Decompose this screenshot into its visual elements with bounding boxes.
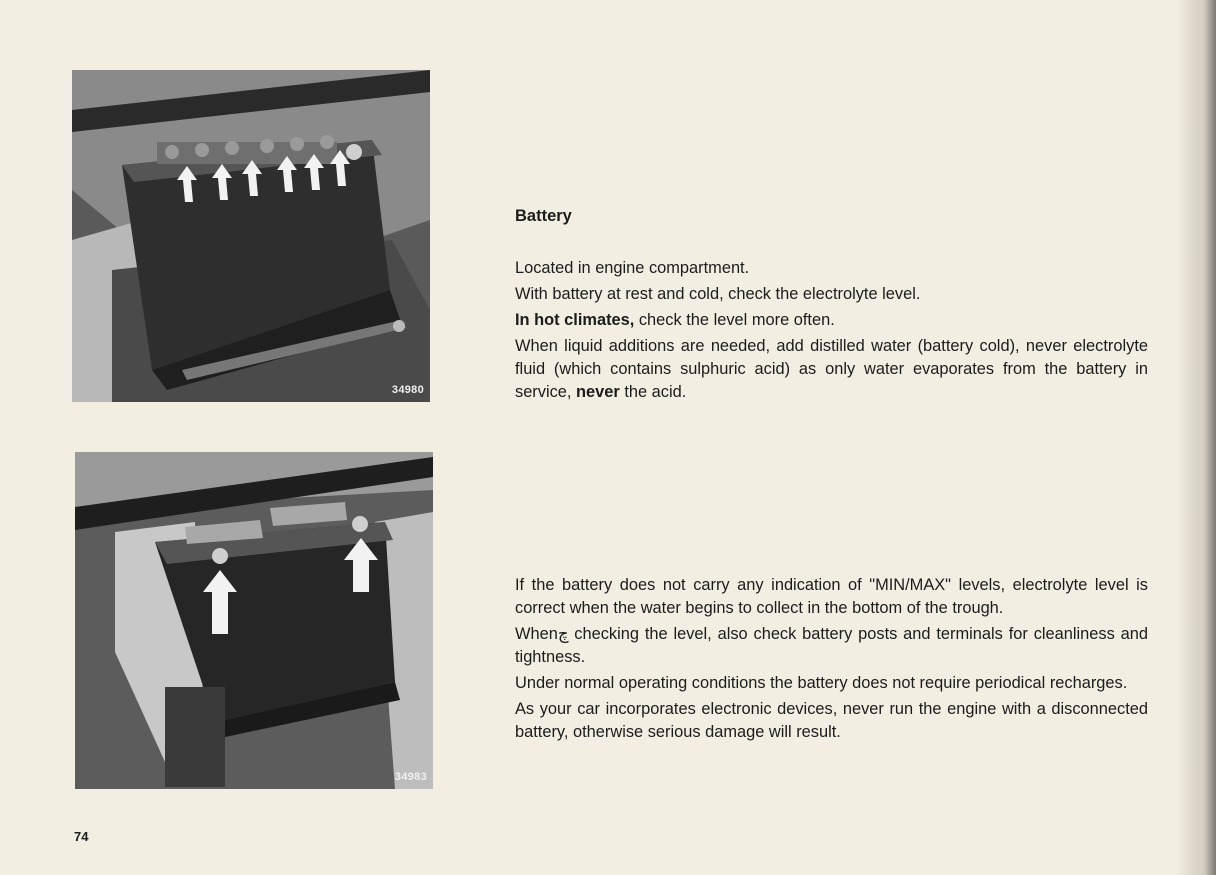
- photo-reference-number: 34983: [394, 771, 427, 783]
- battery-photo-bottom: [75, 452, 433, 789]
- battery-instructions-block: [515, 257, 1148, 407]
- distilled-water-paragraph: [515, 335, 1148, 404]
- posts-terminals-paragraph: Whenچ checking the level, also check battery posts and terminals for cleanliness and tightness.: [515, 625, 1148, 666]
- battery-notes-block: [515, 574, 1148, 747]
- section-heading: Battery: [515, 207, 572, 225]
- distilled-water-text: When liquid additions are needed, add distilled water (battery cold), never electrolyte fluid (which contains sulphuric acid) as only water evaporates from the battery in service,: [515, 337, 1148, 401]
- location-paragraph: Located in engine compartment.: [515, 259, 750, 277]
- check-level-paragraph: With battery at rest and cold, check the electrolyte level.: [515, 285, 921, 303]
- hot-climates-text: check the level more often.: [634, 311, 835, 329]
- photo-reference-number: 34980: [391, 384, 424, 396]
- page-binding-shadow: [1176, 0, 1216, 875]
- electronic-devices-warning: As your car incorporates electronic devices, never run the engine with a disconnected battery, otherwise serious damage will result.: [515, 700, 1148, 741]
- page-number: 74: [74, 829, 89, 844]
- distilled-water-text-end: the acid.: [619, 383, 687, 401]
- min-max-paragraph: If the battery does not carry any indication of "MIN/MAX" levels, electrolyte level is correct when the water begins to collect in the bottom of the trough.: [515, 576, 1148, 617]
- battery-photo-top: [72, 70, 430, 402]
- never-emphasis: never: [576, 383, 620, 401]
- recharge-paragraph: Under normal operating conditions the battery does not require periodical recharges.: [515, 674, 1128, 692]
- hot-climates-emphasis: In hot climates,: [515, 311, 635, 329]
- hot-climates-paragraph: [515, 309, 1148, 332]
